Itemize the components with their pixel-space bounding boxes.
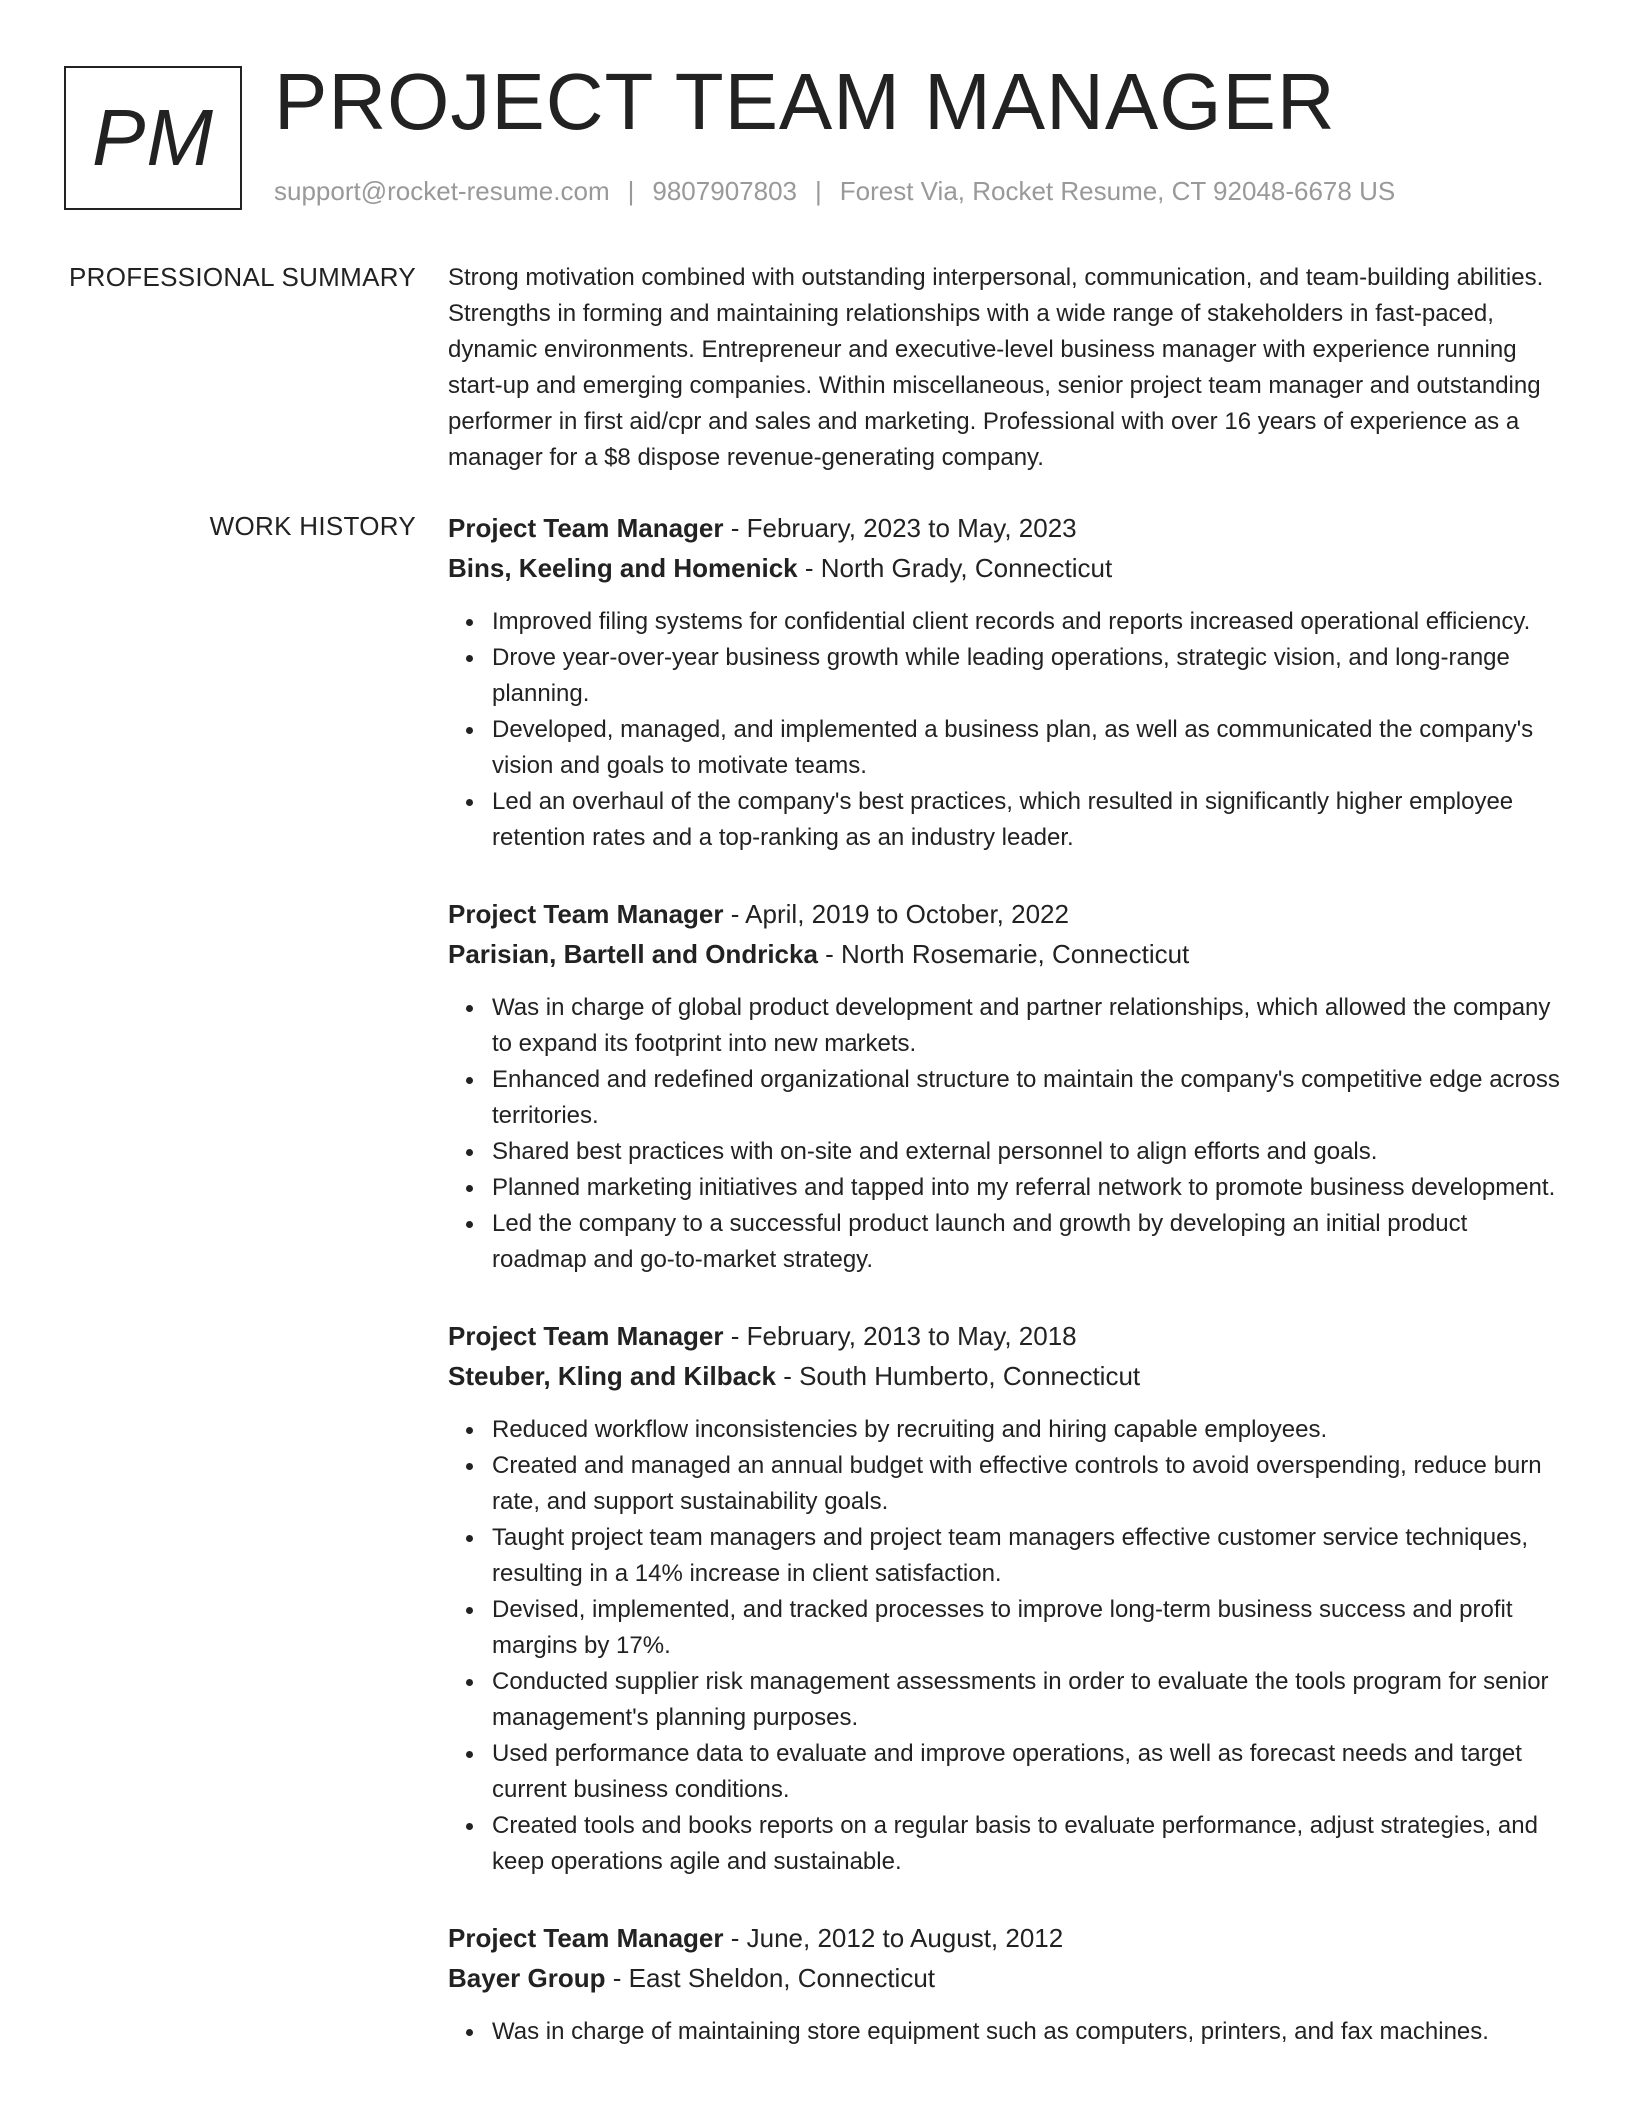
job-company: Bayer Group xyxy=(448,1963,606,1993)
contact-phone[interactable]: 9807907803 xyxy=(652,176,797,206)
job-company-line xyxy=(448,1958,1568,1998)
job-title: Project Team Manager xyxy=(448,1321,724,1351)
job-title-line xyxy=(448,508,1568,548)
job-company: Steuber, Kling and Kilback xyxy=(448,1361,776,1391)
job-bullet: Led an overhaul of the company's best practices, which resulted in significantly higher employee retention rates and a top-ranking as an industry leader. xyxy=(492,784,1568,856)
job-bullet-list xyxy=(448,990,1568,1278)
job-title: Project Team Manager xyxy=(448,513,724,543)
job-bullet: Drove year-over-year business growth while leading operations, strategic vision, and long-range planning. xyxy=(492,640,1568,712)
job-title: Project Team Manager xyxy=(448,899,724,929)
job-list xyxy=(448,508,1568,2088)
job-bullet: Devised, implemented, and tracked processes to improve long-term business success and profit margins by 17%. xyxy=(492,1592,1568,1664)
job-entry xyxy=(448,894,1568,1278)
contact-address: Forest Via, Rocket Resume, CT 92048-6678 US xyxy=(839,176,1396,206)
job-dates: - February, 2013 to May, 2018 xyxy=(723,1321,1077,1351)
job-location: - South Humberto, Connecticut xyxy=(775,1361,1141,1391)
contact-email[interactable]: support@rocket-resume.com xyxy=(274,176,610,206)
job-bullet-list xyxy=(448,1412,1568,1880)
job-dates: - February, 2023 to May, 2023 xyxy=(723,513,1077,543)
job-title-line xyxy=(448,1316,1568,1356)
job-title-line xyxy=(448,894,1568,934)
job-title-line xyxy=(448,1918,1568,1958)
section-label: WORK HISTORY xyxy=(209,511,416,541)
job-bullet-list xyxy=(448,2014,1568,2050)
job-location: - North Rosemarie, Connecticut xyxy=(817,939,1190,969)
summary-text: Strong motivation combined with outstanding interpersonal, communication, and team-building abilities. Strengths in forming and maintaining relationships with a wide range of stakeholders in fast-paced, dynamic environments. Entrepreneur and executive-level business manager with experience running start-up and emerging companies. Within miscellaneous, senior project team manager and outstanding performer in first aid/cpr and sales and marketing. Professional with over 16 years of experience as a manager for a $8 dispose revenue-generating company. xyxy=(448,264,1544,471)
job-entry xyxy=(448,1918,1568,2050)
job-company: Parisian, Bartell and Ondricka xyxy=(448,939,818,969)
contact-info xyxy=(274,176,1395,207)
job-bullet: Was in charge of maintaining store equipment such as computers, printers, and fax machines. xyxy=(492,2014,1568,2050)
job-bullet: Taught project team managers and project team managers effective customer service techniques, resulting in a 14% increase in client satisfaction. xyxy=(492,1520,1568,1592)
contact-separator: | xyxy=(627,176,635,206)
job-bullet-list xyxy=(448,604,1568,856)
job-bullet: Created and managed an annual budget with effective controls to avoid overspending, reduce burn rate, and support sustainability goals. xyxy=(492,1448,1568,1520)
job-bullet: Led the company to a successful product launch and growth by developing an initial product roadmap and go-to-market strategy. xyxy=(492,1206,1568,1278)
job-company-line xyxy=(448,934,1568,974)
contact-separator: | xyxy=(815,176,822,206)
job-dates: - April, 2019 to October, 2022 xyxy=(723,899,1069,929)
job-bullet: Reduced workflow inconsistencies by recruiting and hiring capable employees. xyxy=(492,1412,1568,1448)
section-label: PROFESSIONAL SUMMARY xyxy=(69,262,416,292)
job-location: - East Sheldon, Connecticut xyxy=(605,1963,936,1993)
job-company-line xyxy=(448,1356,1568,1396)
job-bullet: Conducted supplier risk management assessments in order to evaluate the tools program for senior management's planning purposes. xyxy=(492,1664,1568,1736)
job-bullet: Improved filing systems for confidential client records and reports increased operational efficiency. xyxy=(492,604,1568,640)
job-bullet: Was in charge of global product development and partner relationships, which allowed the company to expand its footprint into new markets. xyxy=(492,990,1568,1062)
job-bullet: Shared best practices with on-site and external personnel to align efforts and goals. xyxy=(492,1134,1568,1170)
job-company: Bins, Keeling and Homenick xyxy=(448,553,798,583)
job-entry xyxy=(448,1316,1568,1880)
monogram-logo: PM xyxy=(64,66,242,210)
job-bullet: Enhanced and redefined organizational structure to maintain the company's competitive edge across territories. xyxy=(492,1062,1568,1134)
job-location: - North Grady, Connecticut xyxy=(797,553,1113,583)
job-company-line xyxy=(448,548,1568,588)
job-bullet: Developed, managed, and implemented a business plan, as well as communicated the company's vision and goals to motivate teams. xyxy=(492,712,1568,784)
job-entry xyxy=(448,508,1568,856)
job-bullet: Planned marketing initiatives and tapped into my referral network to promote business development. xyxy=(492,1170,1568,1206)
page-title: PROJECT TEAM MANAGER xyxy=(274,57,1336,146)
job-dates: - June, 2012 to August, 2012 xyxy=(723,1923,1064,1953)
job-bullet: Used performance data to evaluate and improve operations, as well as forecast needs and target current business conditions. xyxy=(492,1736,1568,1808)
job-bullet: Created tools and books reports on a regular basis to evaluate performance, adjust strategies, and keep operations agile and sustainable. xyxy=(492,1808,1568,1880)
job-title: Project Team Manager xyxy=(448,1923,724,1953)
